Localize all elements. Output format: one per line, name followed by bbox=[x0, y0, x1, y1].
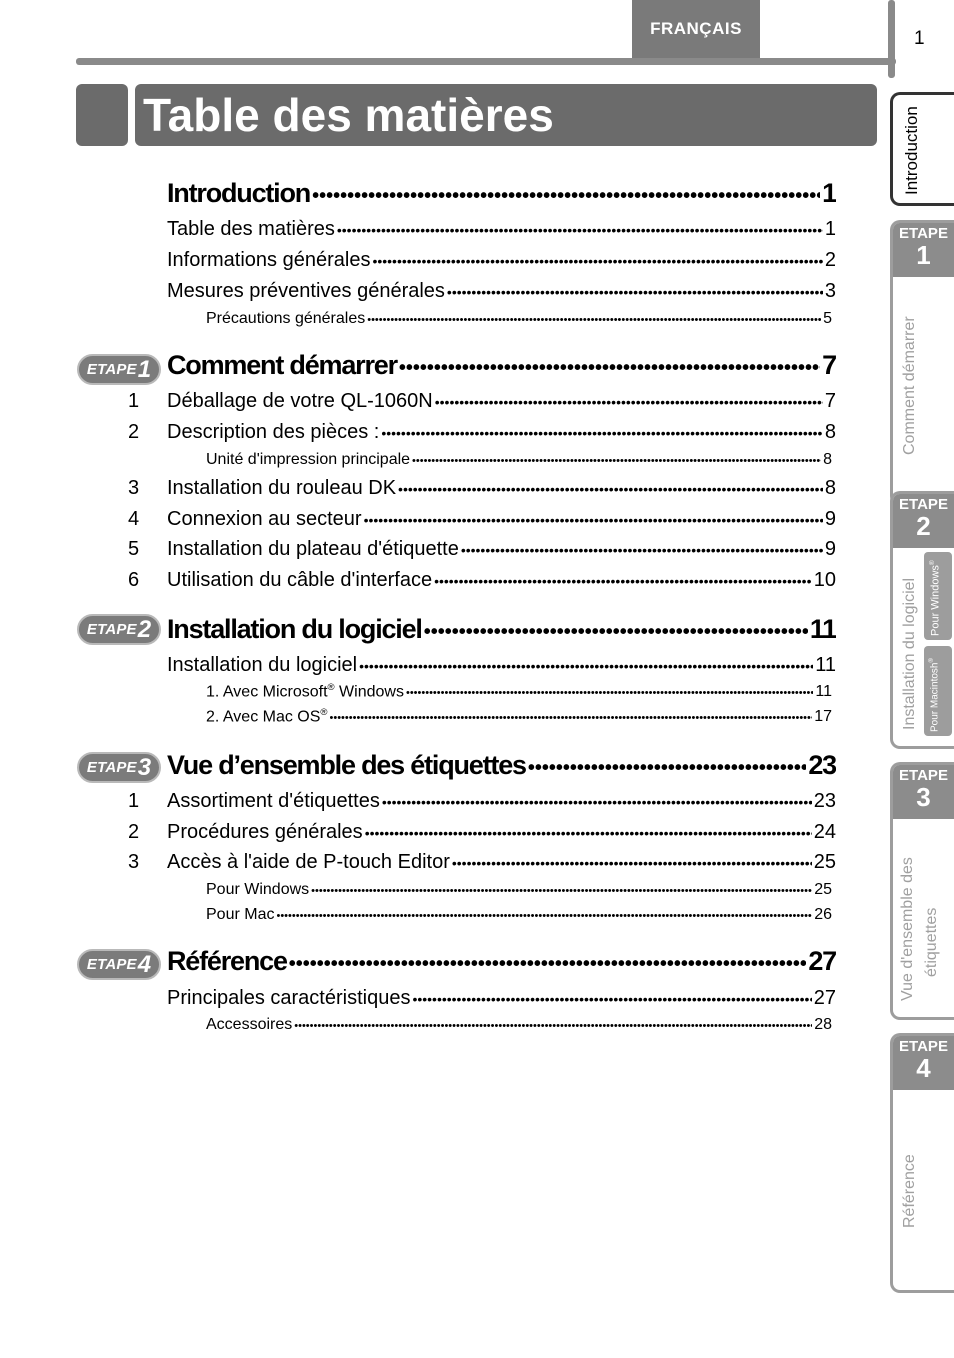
registered-mark: ® bbox=[929, 560, 936, 566]
leader-dots bbox=[434, 573, 812, 589]
side-tab-etape-1[interactable] bbox=[890, 220, 954, 506]
toc-page: 5 bbox=[823, 310, 832, 327]
side-tab-head bbox=[893, 1036, 954, 1090]
side-tab-etape-3[interactable] bbox=[890, 762, 954, 1020]
toc-page: 8 bbox=[824, 421, 836, 443]
etape-1-badge bbox=[77, 354, 161, 385]
toc-entry-label bbox=[206, 682, 404, 701]
side-tab-head bbox=[893, 223, 954, 277]
toc-page: 1 bbox=[824, 218, 836, 240]
toc-section-vue-ensemble[interactable] bbox=[167, 750, 836, 781]
side-tab-introduction[interactable] bbox=[890, 92, 954, 206]
toc-entry[interactable] bbox=[167, 538, 836, 561]
toc-page: 17 bbox=[814, 708, 832, 726]
entry-number: 5 bbox=[128, 538, 140, 560]
toc-entry-label: Pour Windows bbox=[206, 881, 310, 898]
side-tab-label: Installation du logiciel bbox=[901, 577, 918, 730]
entry-number: 4 bbox=[128, 508, 140, 530]
toc-page: 11 bbox=[815, 683, 832, 701]
toc-entry-label bbox=[206, 707, 328, 726]
toc-subentry[interactable] bbox=[206, 881, 832, 899]
etape-3-badge bbox=[77, 752, 161, 783]
side-tab-etape-label: ETAPE bbox=[899, 767, 948, 784]
leader-dots bbox=[399, 357, 820, 380]
toc-entry[interactable] bbox=[167, 249, 836, 272]
etape-2-badge bbox=[77, 614, 161, 645]
toc-section-comment-demarrer[interactable] bbox=[167, 350, 836, 381]
side-subtab-label bbox=[929, 560, 942, 636]
side-tab-number: 3 bbox=[916, 782, 931, 812]
toc-entry-label: Description des pièces : bbox=[167, 421, 380, 443]
toc-page: 11 bbox=[815, 654, 836, 676]
toc-entry-label: Installation du plateau d'étiquette bbox=[167, 538, 459, 560]
side-tab-etape-label: ETAPE bbox=[899, 1038, 948, 1055]
etape-4-badge bbox=[77, 949, 161, 980]
leader-dots bbox=[330, 712, 813, 724]
side-tab-head bbox=[893, 494, 954, 548]
toc-entry[interactable] bbox=[167, 280, 836, 303]
toc-section-introduction[interactable] bbox=[167, 178, 836, 209]
toc-entry-label: Précautions générales bbox=[206, 310, 366, 327]
registered-mark: ® bbox=[327, 682, 335, 693]
toc-entry-label-text: 2. Avec Mac OS bbox=[206, 708, 321, 726]
toc-section-installation-logiciel[interactable] bbox=[167, 614, 836, 645]
side-tab-etape-label: ETAPE bbox=[899, 225, 948, 242]
side-tab-number: 4 bbox=[916, 1053, 931, 1083]
toc-entry[interactable] bbox=[167, 654, 836, 677]
toc-page: 25 bbox=[814, 881, 832, 898]
side-subtab-text: Pour Macintosh bbox=[929, 662, 941, 732]
toc-page: 23 bbox=[813, 790, 836, 812]
badge-number: 4 bbox=[137, 950, 152, 978]
badge-label: ETAPE bbox=[86, 956, 137, 973]
side-tab-etape-4[interactable] bbox=[890, 1033, 954, 1293]
toc-entry-label: Connexion au secteur bbox=[167, 508, 362, 530]
entry-number: 2 bbox=[128, 421, 140, 443]
toc-entry[interactable] bbox=[167, 821, 836, 844]
side-tab-head bbox=[893, 765, 954, 819]
toc-subentry[interactable] bbox=[206, 906, 832, 924]
leader-dots bbox=[276, 910, 812, 922]
toc-entry[interactable] bbox=[167, 477, 836, 500]
toc-entry-label: Accès à l'aide de P-touch Editor bbox=[167, 851, 450, 873]
toc-entry-label: Informations générales bbox=[167, 249, 371, 271]
toc-section-label: Vue d’ensemble des étiquettes bbox=[167, 750, 526, 780]
toc-page: 27 bbox=[813, 987, 836, 1009]
toc-page: 7 bbox=[824, 390, 836, 412]
side-subtab-label bbox=[929, 658, 940, 732]
entry-number: 3 bbox=[128, 477, 140, 499]
page-number: 1 bbox=[914, 28, 925, 49]
toc-entry[interactable] bbox=[167, 508, 836, 531]
leader-dots bbox=[447, 284, 823, 300]
toc-entry-label: Installation du rouleau DK bbox=[167, 477, 397, 499]
leader-dots bbox=[435, 394, 823, 410]
side-tab-label: Référence bbox=[901, 1154, 918, 1228]
toc-entry-label: Utilisation du câble d'interface bbox=[167, 569, 433, 591]
badge-label: ETAPE bbox=[86, 361, 137, 378]
leader-dots bbox=[412, 991, 811, 1007]
side-tab-label: Comment démarrer bbox=[901, 316, 918, 455]
leader-dots bbox=[311, 885, 812, 897]
toc-page: 25 bbox=[813, 851, 836, 873]
toc-page: 11 bbox=[809, 614, 836, 644]
toc-section-label: Référence bbox=[167, 946, 287, 976]
toc-page: 9 bbox=[824, 538, 836, 560]
leader-dots bbox=[312, 185, 820, 208]
entry-number: 2 bbox=[128, 821, 140, 843]
side-tab-number: 1 bbox=[916, 240, 931, 270]
entry-number: 6 bbox=[128, 569, 140, 591]
side-tab-number: 2 bbox=[916, 511, 931, 541]
page-title: Table des matières bbox=[135, 84, 877, 146]
toc-page: 10 bbox=[813, 569, 836, 591]
leader-dots bbox=[382, 794, 812, 810]
leader-dots bbox=[367, 314, 821, 326]
toc-entry-label: Assortiment d'étiquettes bbox=[167, 790, 380, 812]
toc-entry-label: Déballage de votre QL-1060N bbox=[167, 390, 433, 412]
header-vertical-rule bbox=[888, 0, 895, 78]
toc-entry[interactable] bbox=[167, 390, 836, 413]
toc-page: 27 bbox=[808, 946, 836, 976]
toc-section-label: Comment démarrer bbox=[167, 350, 397, 380]
toc-entry-label: Accessoires bbox=[206, 1016, 293, 1033]
registered-mark: ® bbox=[929, 658, 935, 663]
leader-dots bbox=[337, 222, 823, 238]
side-subtab-text: Pour Windows bbox=[929, 565, 942, 636]
toc-page: 1 bbox=[822, 178, 836, 208]
side-tab-etape-label: ETAPE bbox=[899, 496, 948, 513]
toc-entry-label: Principales caractéristiques bbox=[167, 987, 411, 1009]
badge-number: 1 bbox=[137, 355, 152, 383]
side-tab-etape-2[interactable] bbox=[890, 491, 954, 749]
entry-number: 1 bbox=[128, 390, 140, 412]
leader-dots bbox=[406, 687, 813, 699]
toc-entry[interactable] bbox=[167, 851, 836, 874]
toc-entry[interactable] bbox=[167, 987, 836, 1010]
toc-entry[interactable] bbox=[167, 218, 836, 241]
toc-entry-label: Installation du logiciel bbox=[167, 654, 358, 676]
toc-page: 8 bbox=[823, 451, 832, 468]
toc-page: 26 bbox=[814, 906, 832, 923]
toc-entry-label: Mesures préventives générales bbox=[167, 280, 445, 302]
side-tab-label: Introduction bbox=[902, 106, 921, 195]
toc-page: 7 bbox=[822, 350, 836, 380]
leader-dots bbox=[359, 658, 813, 674]
toc-entry-label-text: 1. Avec Microsoft bbox=[206, 683, 328, 701]
toc-section-label: Installation du logiciel bbox=[167, 614, 422, 644]
header-rule bbox=[76, 58, 896, 65]
leader-dots bbox=[424, 621, 808, 644]
leader-dots bbox=[294, 1020, 812, 1032]
badge-number: 2 bbox=[137, 615, 152, 643]
side-subtab-windows[interactable] bbox=[924, 552, 952, 640]
toc-subentry[interactable] bbox=[206, 1016, 832, 1034]
toc-entry-label: Table des matières bbox=[167, 218, 335, 240]
toc-section-label: Introduction bbox=[167, 178, 311, 208]
toc-page: 2 bbox=[824, 249, 836, 271]
toc-entry[interactable] bbox=[167, 790, 836, 813]
leader-dots bbox=[289, 953, 807, 976]
toc-page: 28 bbox=[814, 1016, 832, 1033]
leader-dots bbox=[461, 542, 823, 558]
toc-entry[interactable] bbox=[167, 569, 836, 592]
toc-entry-label: Unité d'impression principale bbox=[206, 451, 411, 468]
toc-entry-label: Pour Mac bbox=[206, 906, 275, 923]
leader-dots bbox=[364, 512, 823, 528]
toc-page: 23 bbox=[808, 750, 836, 780]
leader-dots bbox=[398, 481, 823, 497]
badge-label: ETAPE bbox=[86, 759, 137, 776]
leader-dots bbox=[372, 253, 822, 269]
toc-section-reference[interactable] bbox=[167, 946, 836, 977]
entry-number: 3 bbox=[128, 851, 140, 873]
leader-dots bbox=[452, 855, 812, 871]
toc-page: 3 bbox=[824, 280, 836, 302]
toc-subentry[interactable] bbox=[206, 451, 832, 469]
leader-dots bbox=[365, 825, 812, 841]
side-tab-label-line1: Vue d'ensemble des bbox=[899, 857, 916, 1001]
toc-subentry[interactable] bbox=[206, 682, 832, 701]
registered-mark: ® bbox=[320, 707, 328, 718]
leader-dots bbox=[381, 425, 823, 441]
language-tab: FRANÇAIS bbox=[632, 0, 760, 58]
toc-subentry[interactable] bbox=[206, 707, 832, 726]
leader-dots bbox=[412, 455, 821, 467]
badge-number: 3 bbox=[137, 753, 152, 781]
badge-label: ETAPE bbox=[86, 621, 137, 638]
toc-entry-label-suffix: Windows bbox=[334, 683, 404, 701]
title-square bbox=[76, 84, 128, 146]
leader-dots bbox=[528, 757, 807, 780]
toc-page: 24 bbox=[813, 821, 836, 843]
toc-subentry[interactable] bbox=[206, 310, 832, 328]
side-tab-label-line2: étiquettes bbox=[923, 907, 940, 977]
toc-page: 9 bbox=[824, 508, 836, 530]
toc-entry[interactable] bbox=[167, 421, 836, 444]
side-subtab-macintosh[interactable] bbox=[924, 646, 952, 736]
toc-page: 8 bbox=[824, 477, 836, 499]
entry-number: 1 bbox=[128, 790, 140, 812]
toc-entry-label: Procédures générales bbox=[167, 821, 363, 843]
